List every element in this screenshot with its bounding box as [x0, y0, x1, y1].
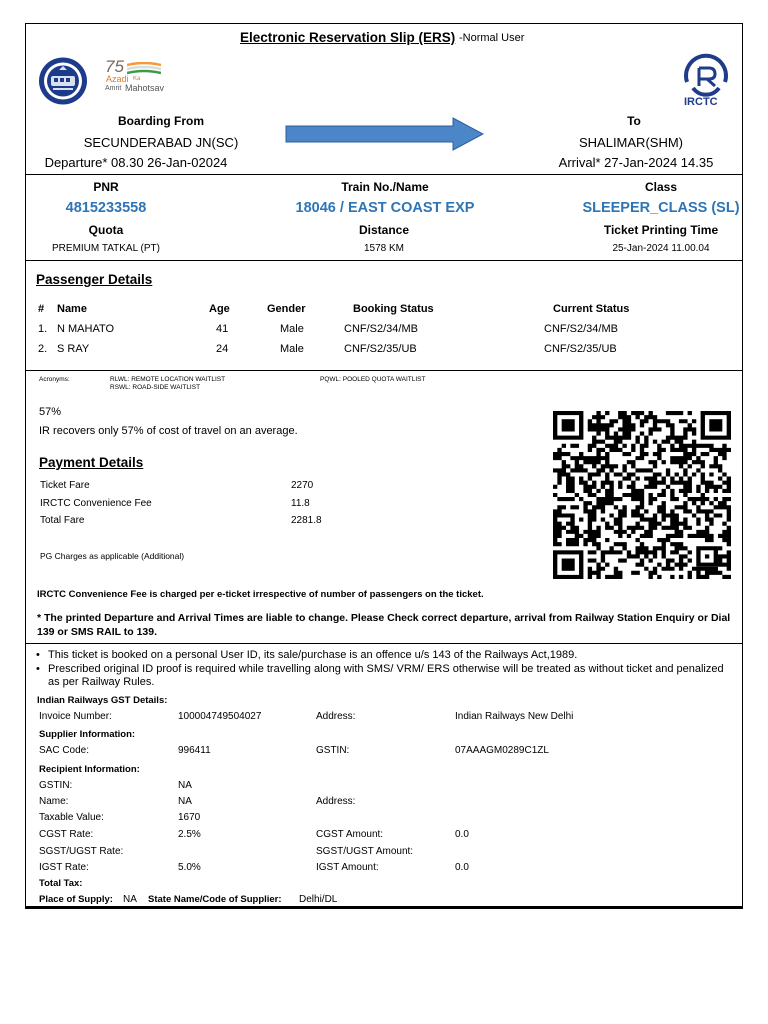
address-label: Address:	[316, 711, 356, 722]
distance-label: Distance	[358, 223, 410, 237]
payment-value: 2281.8	[291, 515, 322, 526]
cell-gender: Male	[280, 323, 304, 335]
acronym-rlwl: RLWL: REMOTE LOCATION WAITLIST	[110, 376, 226, 383]
logo-line1: Azadi	[106, 74, 129, 84]
recipient-name-value: NA	[178, 796, 192, 807]
logo-numeral: 75	[105, 57, 124, 76]
cgst-amount-value: 0.0	[455, 829, 469, 840]
col-header-gender: Gender	[267, 303, 306, 315]
cgst-amount-label: CGST Amount:	[316, 829, 384, 840]
address-value: Indian Railways New Delhi	[455, 711, 574, 722]
col-header-current-status: Current Status	[553, 303, 630, 315]
logo-line2: Amrit	[105, 85, 122, 92]
place-of-supply-value: NA	[123, 894, 137, 905]
logo-line3: Mahotsav	[125, 83, 165, 93]
payment-details-title: Payment Details	[39, 455, 144, 470]
sac-value: 996411	[178, 745, 211, 756]
cell-name: N MAHATO	[57, 323, 115, 335]
pg-charges-note: PG Charges as applicable (Additional)	[40, 551, 185, 561]
recipient-gstin-value: NA	[178, 780, 192, 791]
arrow-right-icon	[285, 117, 485, 156]
reservation-slip	[25, 23, 743, 909]
divider	[26, 260, 742, 261]
irctc-logo-text: IRCTC	[684, 96, 718, 108]
col-header-name: Name	[57, 303, 87, 315]
cell-current-status: CNF/S2/35/UB	[544, 343, 617, 355]
terms-list	[34, 649, 734, 690]
col-header-age: Age	[209, 303, 230, 315]
supplier-gstin-label: GSTIN:	[316, 745, 350, 756]
supplier-gstin-value: 07AAAGM0289C1ZL	[455, 745, 549, 756]
qr-code	[553, 411, 731, 579]
state-supplier-value: Delhi/DL	[299, 894, 338, 905]
igst-amount-value: 0.0	[455, 862, 469, 873]
train-label: Train No./Name	[341, 180, 429, 194]
igst-rate-value: 5.0%	[178, 862, 201, 873]
supplier-title: Supplier Information:	[39, 729, 136, 740]
taxable-value: 1670	[178, 812, 201, 823]
cell-booking-status: CNF/S2/34/MB	[344, 323, 418, 335]
indian-railways-logo-icon	[37, 56, 89, 106]
divider	[26, 370, 742, 371]
distance-value: 1578 KM	[363, 243, 405, 254]
invoice-value: 100004749504027	[178, 711, 262, 722]
arrival-time: Arrival* 27-Jan-2024 14.35	[558, 155, 714, 170]
cell-no: 2.	[38, 343, 48, 355]
recipient-gstin-label: GSTIN:	[39, 780, 73, 791]
class-label: Class	[644, 180, 678, 194]
slip-subtitle: -Normal User	[459, 32, 525, 44]
cell-name: S RAY	[57, 343, 90, 355]
divider	[26, 643, 742, 644]
payment-value: 2270	[291, 480, 314, 491]
sgst-rate-label: SGST/UGST Rate:	[39, 846, 124, 857]
payment-label: IRCTC Convenience Fee	[40, 498, 152, 509]
invoice-label: Invoice Number:	[39, 711, 112, 722]
divider	[26, 174, 742, 175]
payment-label: Ticket Fare	[40, 480, 90, 491]
class-value: SLEEPER_CLASS (SL)	[582, 200, 740, 216]
recipient-address-label: Address:	[316, 796, 356, 807]
qr-code-image	[553, 411, 731, 579]
total-tax-label: Total Tax:	[39, 878, 83, 889]
sac-label: SAC Code:	[39, 745, 90, 756]
taxable-label: Taxable Value:	[39, 812, 104, 823]
acronym-rswl: RSWL: ROAD-SIDE WAITLIST	[110, 384, 201, 391]
departure-time: Departure* 08.30 26-Jan-02024	[44, 155, 228, 170]
print-time-value: 25-Jan-2024 11.00.04	[612, 243, 710, 254]
passenger-details-title: Passenger Details	[36, 272, 153, 287]
azadi-ka-amrit-mahotsav-logo	[105, 57, 175, 99]
acronym-pqwl: PQWL: POOLED QUOTA WAITLIST	[320, 376, 426, 383]
place-of-supply-label: Place of Supply:	[39, 894, 113, 905]
cell-gender: Male	[280, 343, 304, 355]
igst-rate-label: IGST Rate:	[39, 862, 89, 873]
train-value: 18046 / EAST COAST EXP	[295, 200, 475, 216]
cgst-rate-label: CGST Rate:	[39, 829, 94, 840]
pnr-value: 4815233558	[65, 200, 147, 216]
cell-age: 24	[216, 343, 229, 355]
sgst-amount-label: SGST/UGST Amount:	[316, 846, 414, 857]
col-header-booking-status: Booking Status	[353, 303, 434, 315]
boarding-station: SECUNDERABAD JN(SC)	[83, 135, 239, 150]
col-header-no: #	[38, 303, 45, 315]
logo-ka: Ka	[133, 76, 141, 82]
terms-item: • This ticket is booked on a personal User ID, its sale/purchase is an offence u/s 143 of the Railways Act,1989.	[34, 649, 734, 662]
cell-no: 1.	[38, 323, 48, 335]
recipient-title: Recipient Information:	[39, 764, 140, 775]
boarding-from-label: Boarding From	[118, 114, 204, 128]
recipient-name-label: Name:	[39, 796, 69, 807]
state-supplier-label: State Name/Code of Supplier:	[148, 894, 282, 905]
gst-title: Indian Railways GST Details:	[37, 695, 168, 706]
acronyms-label: Acronyms:	[39, 376, 70, 383]
quota-label: Quota	[88, 223, 124, 237]
to-station: SHALIMAR(SHM)	[578, 135, 683, 150]
cell-booking-status: CNF/S2/35/UB	[344, 343, 417, 355]
subsidy-percent: 57%	[39, 406, 62, 418]
print-time-label: Ticket Printing Time	[603, 223, 719, 237]
timing-note: * The printed Departure and Arrival Times are liable to change. Please Check correct departure, arrival from Railway Station Enquiry or Dial 139 or SMS RAIL to 139.	[37, 612, 731, 638]
igst-amount-label: IGST Amount:	[316, 862, 379, 873]
payment-label: Total Fare	[40, 515, 85, 526]
to-label: To	[627, 114, 641, 128]
pnr-label: PNR	[93, 180, 119, 194]
irctc-logo-icon	[679, 52, 733, 114]
cell-age: 41	[216, 323, 229, 335]
cell-current-status: CNF/S2/34/MB	[544, 323, 618, 335]
payment-value: 11.8	[291, 498, 310, 509]
cgst-rate-value: 2.5%	[178, 829, 201, 840]
terms-item: • Prescribed original ID proof is required while travelling along with SMS/ VRM/ ERS otherwise will be treated as without ticket and penalized as per Railway Rules.	[34, 663, 734, 689]
subsidy-note: IR recovers only 57% of cost of travel on an average.	[39, 425, 298, 437]
quota-value: PREMIUM TATKAL (PT)	[52, 243, 160, 254]
convenience-fee-note: IRCTC Convenience Fee is charged per e-ticket irrespective of number of passengers on the ticket.	[37, 589, 484, 600]
slip-title: Electronic Reservation Slip (ERS)	[240, 30, 456, 45]
